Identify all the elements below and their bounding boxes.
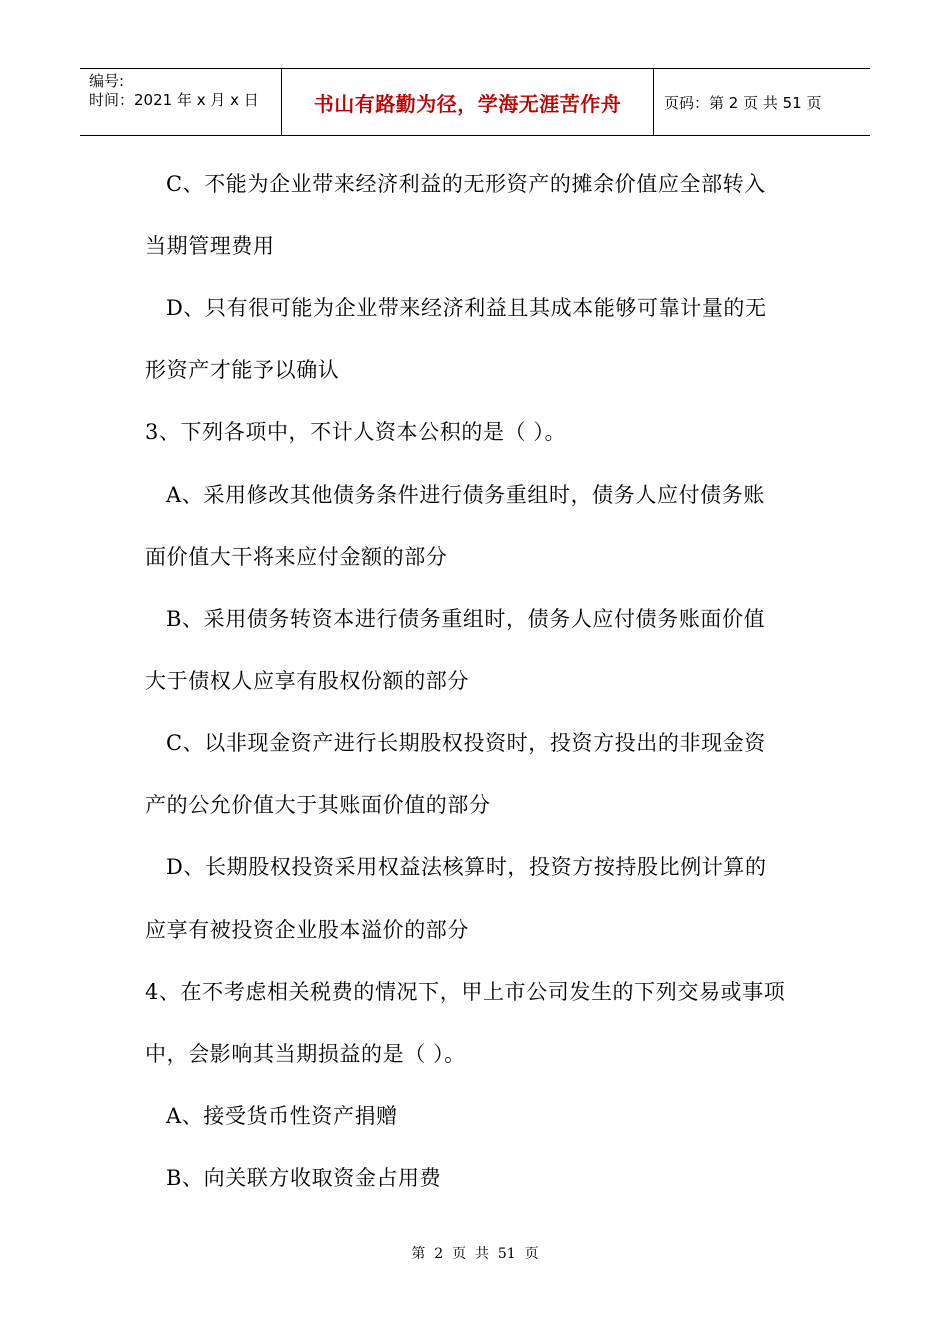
page-footer: 第 2 页 共 51 页 [411,1246,539,1262]
header-motto-cell [281,69,654,135]
q3-option-d-line-1: D、长期股权投资采用权益法核算时，投资方按持股比例计算的 [166,855,767,879]
question-4-line-2: 中，会影响其当期损益的是（ ）。 [145,1042,466,1066]
header-page-info: 页码：第 2 页 共 51 页 [664,93,822,112]
date-label: 时间：2021 年 x 月 x 日 [89,91,259,109]
q3-option-c-line-2: 产的公允价值大于其账面价值的部分 [145,793,491,817]
serial-number-label: 编号: [89,72,125,90]
q4-option-a: A、接受货币性资产捐赠 [166,1104,398,1128]
option-c-line-2: 当期管理费用 [145,234,275,258]
option-c-line-1: C、不能为企业带来经济利益的无形资产的摊余价值应全部转入 [166,172,766,196]
header-motto: 书山有路勤为径，学海无涯苦作舟 [313,91,622,116]
q3-option-b-line-2: 大于债权人应享有股权份额的部分 [145,669,469,693]
q3-option-a-line-2: 面价值大干将来应付金额的部分 [145,545,448,569]
question-3: 3、下列各项中，不计人资本公积的是（ ）。 [145,420,567,444]
header-meta-cell [80,69,281,135]
document-header [80,68,870,136]
q4-option-b: B、向关联方收取资金占用费 [166,1166,442,1190]
q3-option-a-line-1: A、采用修改其他债务条件进行债务重组时，债务人应付债务账 [166,483,765,507]
q3-option-d-line-2: 应享有被投资企业股本溢价的部分 [145,918,469,942]
option-d-line-1: D、只有很可能为企业带来经济利益且其成本能够可靠计量的无 [166,296,767,320]
header-page-cell [654,69,870,135]
q3-option-c-line-1: C、以非现金资产进行长期股权投资时，投资方投出的非现金资 [166,731,766,755]
question-4-line-1: 4、在不考虑相关税费的情况下，甲上市公司发生的下列交易或事项 [145,980,786,1004]
q3-option-b-line-1: B、采用债务转资本进行债务重组时，债务人应付债务账面价值 [166,607,766,631]
option-d-line-2: 形资产才能予以确认 [145,358,340,382]
